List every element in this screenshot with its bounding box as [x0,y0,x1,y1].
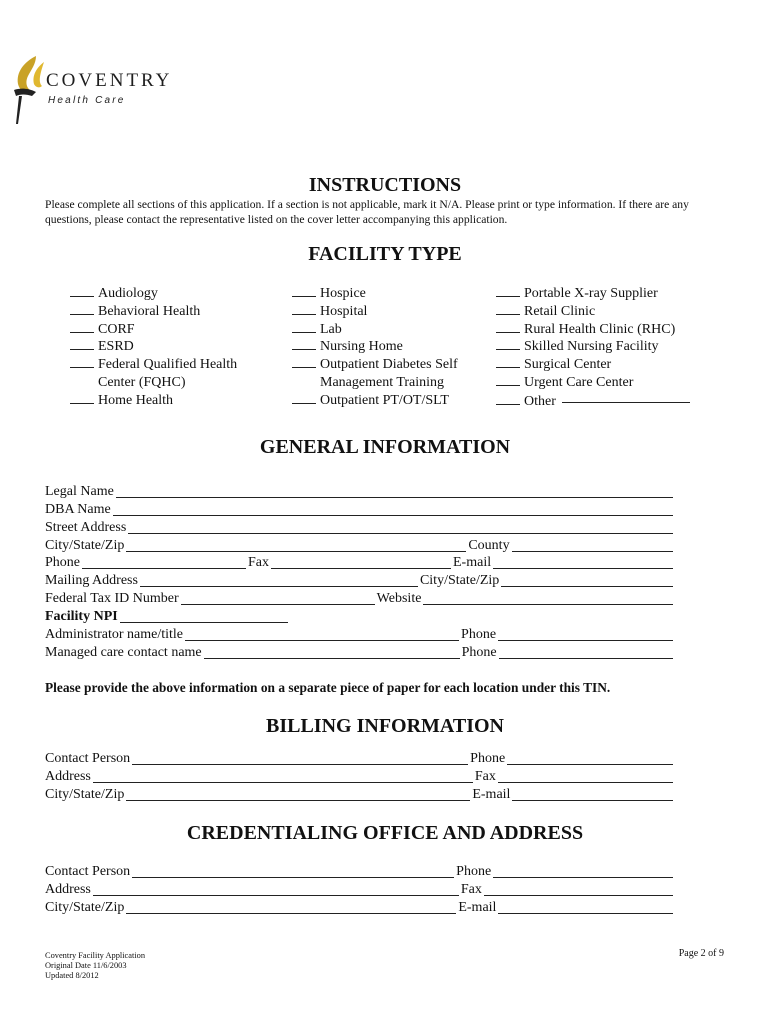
cred-fax-label: Fax [460,881,482,897]
coventry-logo [6,52,196,132]
managed-phone-label: Phone [461,644,497,660]
general-info-form [45,482,675,661]
checkbox-blank[interactable] [496,356,520,368]
cred-phone-label: Phone [456,863,492,879]
billing-email-field[interactable] [512,788,673,801]
checkbox-blank[interactable] [292,321,316,333]
billing-address-field[interactable] [93,770,473,783]
facility-option[interactable]: Federal Qualified Health [70,356,270,374]
cred-address-field[interactable] [93,883,459,896]
billing-fax-field[interactable] [498,770,673,783]
other-specify-field[interactable] [562,392,690,403]
footer-original-date: Original Date 11/6/2003 [45,961,127,970]
website-field[interactable] [423,592,673,605]
email-label: E-mail [453,555,492,571]
facility-option[interactable]: Urgent Care Center [496,374,716,392]
billing-heading: BILLING INFORMATION [266,715,504,737]
city-state-zip-label: City/State/Zip [45,537,125,553]
cred-email-field[interactable] [498,901,673,914]
tax-id-field[interactable] [181,592,375,605]
billing-contact-field[interactable] [132,752,468,765]
facility-option[interactable]: Audiology [70,285,270,303]
facility-option[interactable]: Behavioral Health [70,303,270,321]
billing-form [45,749,675,803]
logo-wordmark: COVENTRY [46,70,173,91]
street-address-label: Street Address [45,519,127,535]
legal-name-label: Legal Name [45,483,114,499]
administrator-field[interactable] [185,628,459,641]
instructions-text: Please complete all sections of this application. If a section is not applicable, mark it N/A. Please print or type information. If there are any questions, please contact the representative listed on the cover letter accompanying this application. [45,198,689,226]
facility-col-3 [496,285,716,410]
billing-csz-field[interactable] [126,788,470,801]
facility-option[interactable]: Hospital [292,303,492,321]
facility-option[interactable]: Nursing Home [292,338,492,356]
cred-csz-label: City/State/Zip [45,899,125,915]
billing-csz-label: City/State/Zip [45,786,125,802]
npi-field[interactable] [120,610,288,623]
checkbox-blank[interactable] [70,392,94,404]
facility-option-continued: Management Training [320,374,445,390]
footer-form-name: Coventry Facility Application [45,951,146,960]
checkbox-blank[interactable] [292,338,316,350]
mailing-csz-field[interactable] [501,574,673,587]
fax-label: Fax [248,555,269,571]
street-address-field[interactable] [128,521,673,534]
managed-care-field[interactable] [204,646,460,659]
npi-label: Facility NPI [45,609,118,625]
facility-option-other[interactable]: Other [496,392,716,410]
cred-contact-label: Contact Person [45,863,131,879]
mailing-address-field[interactable] [140,574,418,587]
fax-field[interactable] [271,556,451,569]
facility-option[interactable]: ESRD [70,338,270,356]
phone-label: Phone [45,555,80,571]
facility-option[interactable]: Retail Clinic [496,303,716,321]
billing-address-label: Address [45,768,91,784]
checkbox-blank[interactable] [70,303,94,315]
checkbox-blank[interactable] [496,321,520,333]
credentialing-heading: CREDENTIALING OFFICE AND ADDRESS [186,822,584,844]
location-note: Please provide the above information on a separate piece of paper for each location under this TIN. [45,680,611,695]
managed-phone-field[interactable] [499,646,673,659]
facility-col-2 [292,285,492,410]
facility-option[interactable]: Portable X-ray Supplier [496,285,716,303]
county-label: County [468,537,510,553]
footer-info [45,951,145,981]
flame-logo-icon [6,52,52,132]
cred-address-label: Address [45,881,91,897]
cred-fax-field[interactable] [484,883,673,896]
checkbox-blank[interactable] [292,303,316,315]
facility-option-continued: Center (FQHC) [98,374,186,390]
billing-fax-label: Fax [474,768,496,784]
facility-option[interactable]: Outpatient Diabetes Self [292,356,492,374]
logo-tagline: Health Care [48,95,126,106]
facility-option[interactable]: Outpatient PT/OT/SLT [292,392,492,410]
instructions-heading: INSTRUCTIONS [308,174,462,196]
facility-option[interactable]: Lab [292,321,492,339]
admin-phone-field[interactable] [498,628,673,641]
dba-name-field[interactable] [113,503,673,516]
checkbox-blank[interactable] [70,338,94,350]
checkbox-blank[interactable] [292,356,316,368]
managed-care-label: Managed care contact name [45,644,202,660]
checkbox-blank[interactable] [70,321,94,333]
checkbox-blank[interactable] [70,356,94,368]
checkbox-blank[interactable] [292,392,316,404]
general-info-heading: GENERAL INFORMATION [259,436,511,458]
facility-option[interactable]: Rural Health Clinic (RHC) [496,321,716,339]
facility-type-heading: FACILITY TYPE [308,243,462,265]
cred-csz-field[interactable] [126,901,456,914]
billing-email-label: E-mail [472,786,511,802]
county-field[interactable] [512,539,673,552]
cred-phone-field[interactable] [493,865,673,878]
page-number: Page 2 of 9 [678,948,724,959]
checkbox-blank[interactable] [496,285,520,297]
billing-phone-label: Phone [470,750,506,766]
facility-option[interactable]: Hospice [292,285,492,303]
credentialing-form [45,862,675,916]
footer-updated-date: Updated 8/2012 [45,971,99,980]
checkbox-blank[interactable] [496,338,520,350]
facility-option[interactable]: Home Health [70,392,270,410]
administrator-label: Administrator name/title [45,627,184,643]
mailing-address-label: Mailing Address [45,573,138,589]
billing-phone-field[interactable] [507,752,673,765]
billing-contact-label: Contact Person [45,750,131,766]
checkbox-blank[interactable] [70,285,94,297]
facility-option[interactable]: Surgical Center [496,356,716,374]
cred-email-label: E-mail [458,899,497,915]
checkbox-blank[interactable] [292,285,316,297]
checkbox-blank[interactable] [496,393,520,405]
tax-id-label: Federal Tax ID Number [45,591,179,607]
facility-option[interactable]: Skilled Nursing Facility [496,338,716,356]
website-label: Website [376,591,422,607]
legal-name-field[interactable] [116,485,673,498]
phone-field[interactable] [82,556,246,569]
admin-phone-label: Phone [461,627,497,643]
checkbox-blank[interactable] [496,374,520,386]
dba-name-label: DBA Name [45,501,111,517]
checkbox-blank[interactable] [496,303,520,315]
cred-contact-field[interactable] [132,865,454,878]
facility-col-1 [70,285,270,410]
city-state-zip-field[interactable] [126,539,466,552]
email-field[interactable] [493,556,673,569]
mailing-csz-label: City/State/Zip [419,573,500,589]
facility-option[interactable]: CORF [70,321,270,339]
